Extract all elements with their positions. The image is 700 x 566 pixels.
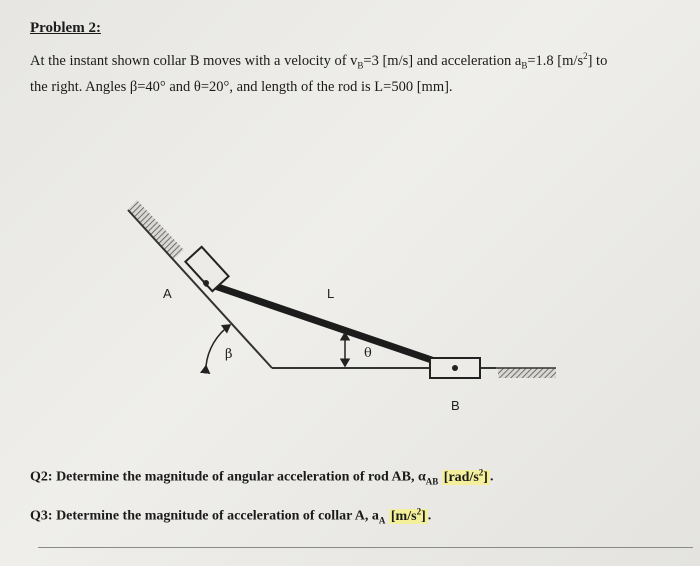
pin-a bbox=[203, 280, 209, 286]
label-l: L bbox=[327, 286, 335, 301]
question-text: Determine the magnitude of angular acceleration of rod AB, α bbox=[52, 469, 426, 485]
label-b: B bbox=[451, 398, 460, 413]
acceleration-subscript: B bbox=[521, 60, 528, 71]
statement-text: ] to bbox=[587, 52, 608, 69]
alpha-subscript: AB bbox=[425, 476, 439, 487]
velocity-subscript: B bbox=[357, 60, 364, 71]
problem-title: Problem 2: bbox=[30, 20, 101, 36]
question-number: Q2: bbox=[30, 469, 53, 485]
label-theta: θ bbox=[364, 346, 372, 361]
statement-text: At the instant shown collar B moves with a velocity of v bbox=[30, 52, 358, 69]
floor-hatching bbox=[498, 368, 556, 378]
question-q3: Q3: Determine the magnitude of acceleration of collar A, $a_A$ $[m/s^2]$ . bbox=[30, 506, 432, 526]
label-a: A bbox=[163, 286, 172, 301]
unit-exponent: 2 bbox=[583, 51, 588, 61]
statement-text: =3 [m/s] and acceleration a bbox=[363, 52, 522, 69]
unit-highlight: $[m/s^2]$ bbox=[390, 506, 426, 524]
statement-text: =1.8 [m/s bbox=[527, 52, 584, 69]
question-text: Determine the magnitude of acceleration of collar A, a bbox=[52, 508, 379, 524]
inclined-guide bbox=[128, 210, 272, 368]
question-q2: Q2: Determine the magnitude of angular acceleration of rod AB, $\alpha_{AB}$ $[rad/s^2]$ . bbox=[30, 467, 494, 487]
inclined-wall-hatching bbox=[127, 200, 184, 259]
label-beta: β bbox=[225, 347, 233, 362]
pin-b bbox=[452, 365, 458, 371]
problem-statement-line-2: the right. Angles β=40° and θ=20°, and length of the rod is L=500 [mm]. bbox=[30, 79, 453, 95]
question-number: Q3: bbox=[30, 508, 53, 524]
acceleration-subscript: A bbox=[378, 515, 386, 526]
answer-rule-line bbox=[38, 547, 693, 548]
unit-highlight: $[rad/s^2]$ bbox=[443, 467, 488, 485]
